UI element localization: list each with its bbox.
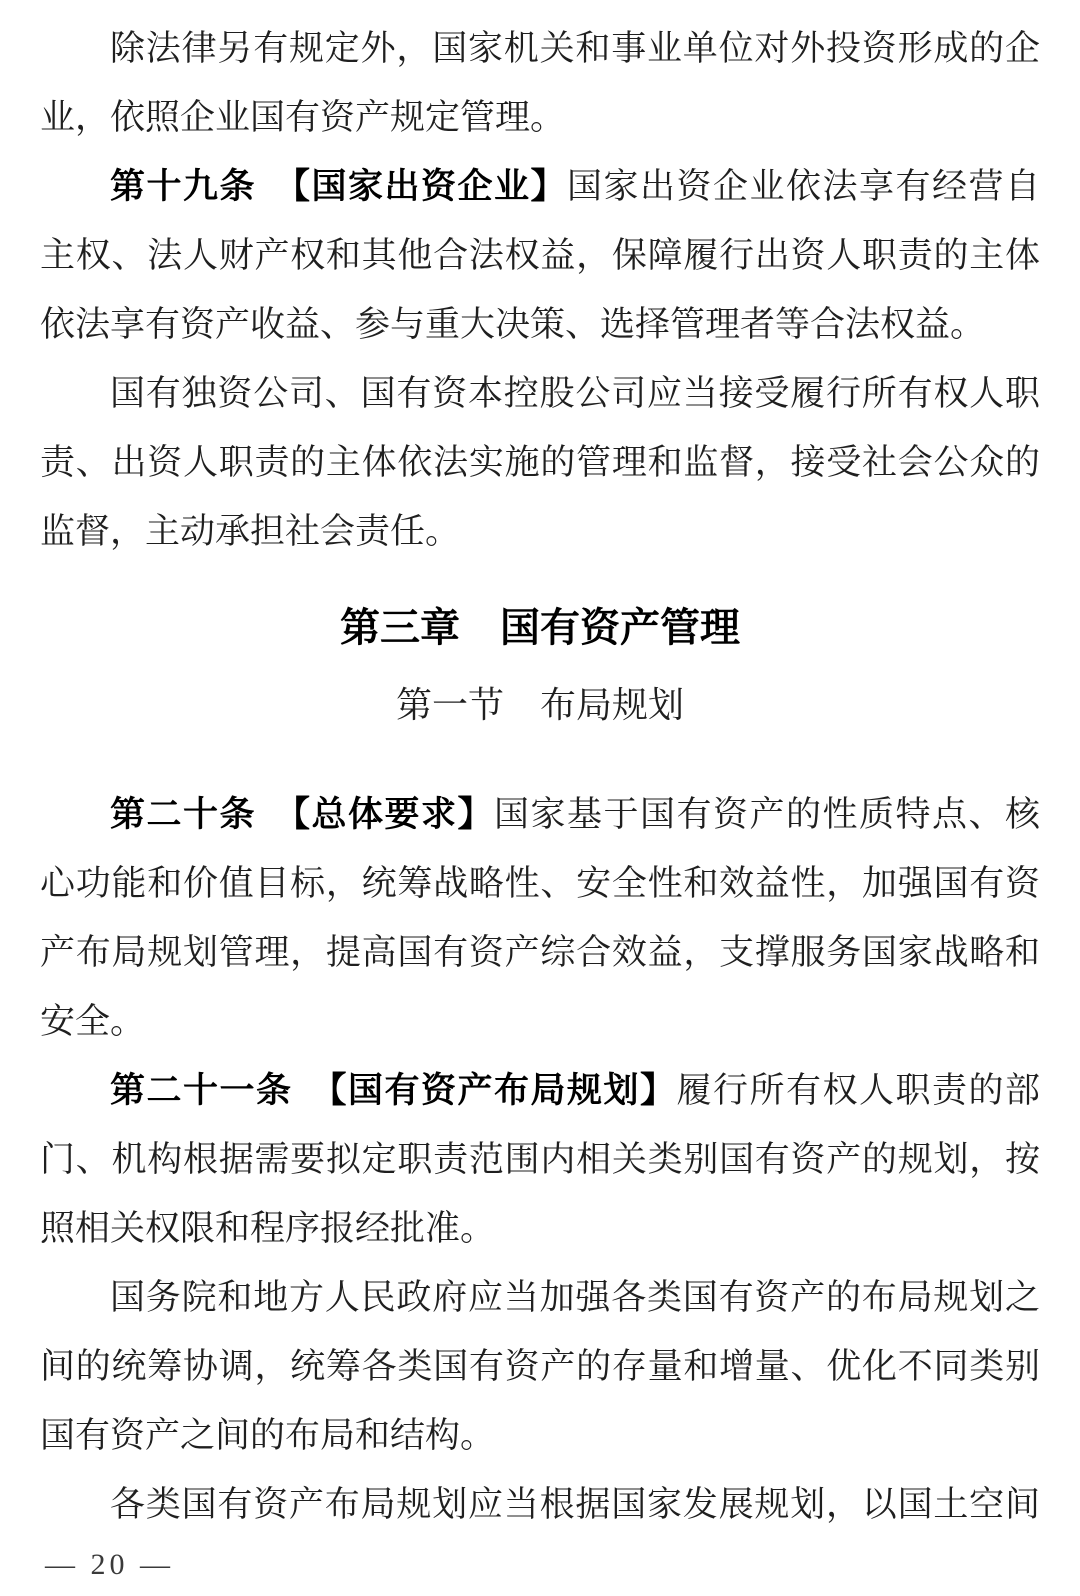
line-text: 履行所有权人职责的部 bbox=[676, 1071, 1040, 1110]
text-line: 业，依照企业国有资产规定管理。 bbox=[40, 98, 566, 137]
article-heading: 第二十一条 【国有资产布局规划】 bbox=[110, 1071, 677, 1110]
paragraph bbox=[40, 359, 1040, 566]
article-heading: 第二十条 【总体要求】 bbox=[110, 795, 494, 834]
text-line: 门、机构根据需要拟定职责范围内相关类别国有资产的规划，按 bbox=[40, 1140, 1040, 1179]
paragraph bbox=[40, 1056, 1040, 1263]
text-line: 安全。 bbox=[40, 1002, 146, 1041]
text-line: 产布局规划管理，提高国有资产综合效益，支撑服务国家战略和 bbox=[40, 933, 1040, 972]
text-line: 各类国有资产布局规划应当根据国家发展规划，以国土空间 bbox=[110, 1485, 1040, 1524]
text-line: 监督，主动承担社会责任。 bbox=[40, 512, 461, 551]
text-line: 国有资产之间的布局和结构。 bbox=[40, 1416, 496, 1455]
text-line: 主权、法人财产权和其他合法权益，保障履行出资人职责的主体 bbox=[40, 236, 1040, 275]
text-line bbox=[40, 780, 1040, 849]
paragraph bbox=[40, 1470, 1040, 1539]
text-line bbox=[40, 1056, 1040, 1125]
chapter-heading: 第三章 国有资产管理 bbox=[340, 606, 740, 650]
line-text: 国家基于国有资产的性质特点、核 bbox=[494, 795, 1040, 834]
text-line: 心功能和价值目标，统筹战略性、安全性和效益性，加强国有资 bbox=[40, 864, 1040, 903]
text-line: 责、出资人职责的主体依法实施的管理和监督，接受社会公众的 bbox=[40, 443, 1040, 482]
text-line: 国务院和地方人民政府应当加强各类国有资产的布局规划之 bbox=[110, 1278, 1040, 1317]
text-line: 除法律另有规定外，国家机关和事业单位对外投资形成的企 bbox=[110, 29, 1040, 68]
text-line: 间的统筹协调，统筹各类国有资产的存量和增量、优化不同类别 bbox=[40, 1347, 1040, 1386]
section-heading: 第一节 布局规划 bbox=[395, 685, 684, 725]
paragraph bbox=[40, 152, 1040, 359]
line-text: 国家出资企业依法享有经营自 bbox=[567, 167, 1040, 206]
text-line: 依法享有资产收益、参与重大决策、选择管理者等合法权益。 bbox=[40, 305, 986, 344]
paragraph bbox=[40, 780, 1040, 1056]
paragraph bbox=[40, 1263, 1040, 1470]
text-line bbox=[40, 152, 1040, 221]
text-line: 照相关权限和程序报经批准。 bbox=[40, 1209, 496, 1248]
article-heading: 第十九条 【国家出资企业】 bbox=[110, 167, 567, 206]
page-number: — 20 — bbox=[45, 1548, 174, 1581]
text-line: 国有独资公司、国有资本控股公司应当接受履行所有权人职 bbox=[110, 374, 1040, 413]
paragraph bbox=[40, 14, 1040, 152]
